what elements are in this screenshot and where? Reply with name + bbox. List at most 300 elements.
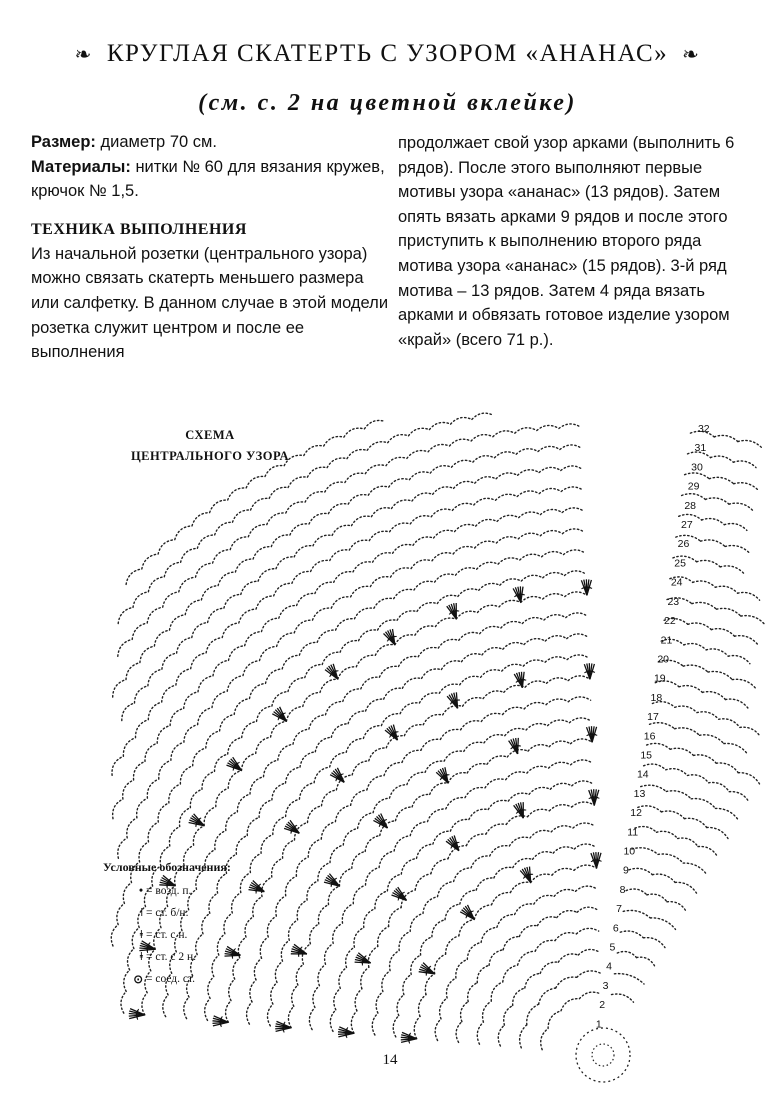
chain-arc [528, 809, 550, 816]
chain-arc [368, 946, 377, 967]
chain-arc [410, 822, 427, 836]
chain-arc [499, 600, 521, 606]
chain-arc [348, 495, 368, 504]
technique-heading: ТЕХНИКА ВЫПОЛНЕНИЯ [31, 220, 247, 238]
chain-arc [617, 952, 636, 958]
chain-arc [335, 805, 350, 821]
chain-arc [546, 699, 568, 705]
chain-arc [135, 686, 148, 703]
chain-arc [193, 748, 206, 766]
chain-arc [309, 1008, 314, 1030]
chain-arc [366, 868, 380, 886]
chain-arc [213, 550, 231, 564]
chain-arc [503, 643, 524, 650]
chain-arc [390, 951, 400, 971]
chain-arc [346, 738, 363, 752]
chain-arc [434, 954, 445, 974]
chain-arc [719, 719, 740, 728]
chain-arc [498, 558, 520, 564]
chain-arc [243, 661, 260, 676]
chain-arc [460, 890, 476, 904]
chain-arc [490, 846, 510, 856]
chain-arc [284, 455, 304, 465]
chain-arc [571, 739, 593, 744]
chain-arc [501, 622, 522, 628]
page-title: КРУГЛАЯ СКАТЕРТЬ С УЗОРОМ «АНАНАС» [106, 40, 669, 67]
chain-arc [620, 931, 643, 938]
chain-arc [525, 681, 546, 687]
chain-arc [218, 572, 235, 586]
chain-arc [364, 420, 385, 428]
chain-arc [679, 686, 702, 693]
row-number: 9 [622, 864, 629, 877]
row-number: 10 [623, 845, 636, 858]
chain-arc [725, 699, 748, 708]
chain-arc [352, 516, 372, 526]
chain-arc [612, 994, 634, 1002]
chain-arc [246, 476, 265, 487]
chain-arc [355, 608, 374, 619]
legend-item [103, 880, 303, 902]
chain-arc [318, 964, 326, 985]
chain-arc [365, 836, 380, 852]
chain-arc [707, 827, 728, 838]
size-value: диаметр 70 см. [95, 133, 217, 151]
chain-arc [343, 828, 357, 845]
chain-arc [236, 836, 247, 855]
chain-arc [286, 706, 302, 721]
chain-arc [208, 608, 224, 622]
chain-arc [342, 904, 353, 924]
chain-arc [534, 895, 554, 904]
chain-arc [215, 522, 233, 535]
chain-arc [388, 435, 409, 443]
chain-arc [538, 446, 560, 451]
chain-arc [488, 800, 508, 809]
chain-arc [525, 973, 540, 988]
chain-arc [566, 613, 588, 618]
chain-arc [474, 498, 496, 505]
chain-arc [229, 646, 245, 661]
chain-arc [266, 669, 283, 684]
chain-arc [443, 706, 463, 715]
chain-arc [479, 583, 500, 590]
chain-arc [547, 678, 569, 683]
chain-arc [423, 897, 438, 914]
chain-arc [303, 692, 320, 706]
chain-arc [647, 894, 667, 902]
chain-arc [452, 503, 473, 510]
chain-arc [425, 974, 434, 995]
chain-arc [541, 1029, 548, 1050]
chain-arc [702, 519, 725, 525]
chain-arc [567, 634, 589, 639]
chain-arc [527, 766, 549, 773]
chain-arc [331, 597, 350, 608]
chain-arc [678, 838, 698, 847]
chain-arc [702, 692, 725, 700]
chain-arc [234, 699, 249, 715]
row-number: 13 [633, 787, 646, 800]
chain-arc [286, 767, 301, 783]
chain-arc [550, 783, 572, 789]
chain-arc [428, 809, 446, 822]
chain-arc [148, 577, 164, 592]
chain-arc [691, 799, 715, 809]
chain-arc [481, 713, 502, 721]
chain-arc [334, 572, 353, 583]
chain-arc [373, 553, 393, 562]
chain-arc [171, 742, 184, 760]
double-crochet-icon: ǂ [139, 929, 143, 941]
chain-arc [348, 711, 366, 724]
chain-arc [709, 782, 730, 791]
chain-arc [472, 413, 494, 419]
chain-arc [574, 865, 597, 870]
materials-value: нитки № 60 для вязания кружев, крючок № 1,5. [31, 157, 385, 201]
chain-arc [392, 500, 413, 508]
chain-arc [139, 842, 148, 862]
chain-arc [169, 784, 181, 803]
chain-arc [180, 766, 192, 784]
chain-arc [159, 760, 171, 779]
chain-arc [288, 477, 307, 488]
right-column-text: продолжает свой узор арками (выполнить 6 рядов). После этого выполняют первые мотивы узора «ананас» (13 рядов). Затем опять вязать арками 9 рядов и после этого приступить к выполнению второго ряда мотива узора «ананас» (15 рядов). 3-й ряд мотива – 13 рядов. Затем 4 ряда вязать арками и обвязать готовое изделие узором «край» (всего 71 р.). [398, 134, 735, 349]
chain-arc [705, 498, 729, 504]
chain-arc [711, 629, 734, 637]
chain-arc [147, 779, 159, 798]
chain-arc [456, 611, 477, 619]
chain-arc [491, 982, 503, 1001]
chain-arc [205, 998, 210, 1020]
chain-arc [559, 424, 581, 429]
chain-arc [274, 583, 292, 596]
chain-arc [190, 789, 202, 807]
leaf-ornament-icon: ❧ [682, 43, 701, 66]
chain-arc [180, 808, 191, 827]
chain-arc [113, 799, 123, 819]
chain-arc [549, 805, 571, 811]
chain-arc [489, 950, 503, 966]
chain-arc [571, 760, 593, 765]
chain-arc [697, 560, 721, 566]
chain-arc [267, 1004, 272, 1026]
chain-arc [294, 620, 312, 633]
chain-arc [733, 461, 756, 468]
chain-arc [288, 1006, 293, 1027]
chain-arc [444, 751, 464, 761]
scheme-title-line1: СХЕМА [185, 428, 235, 442]
chain-arc [220, 714, 235, 731]
chain-arc [456, 959, 467, 978]
chain-arc [369, 531, 389, 540]
chain-arc [729, 792, 749, 802]
chain-arc [272, 692, 288, 707]
chain-arc [476, 878, 494, 890]
chain-arc [351, 586, 371, 597]
chain-arc [432, 553, 453, 561]
chain-arc [248, 525, 266, 537]
chain-arc [370, 577, 390, 587]
chain-arc [222, 623, 239, 638]
chain-arc [414, 1016, 420, 1038]
chain-arc [126, 663, 140, 680]
chain-arc [245, 632, 262, 646]
chain-arc [261, 835, 273, 854]
chain-arc [521, 575, 543, 581]
chain-arc [435, 574, 456, 582]
chain-arc [373, 798, 389, 813]
chain-arc [327, 458, 347, 468]
chain-arc [355, 989, 362, 1011]
chain-arc [257, 706, 272, 721]
chain-arc [473, 456, 495, 462]
chain-arc [235, 559, 253, 572]
chain-arc [738, 440, 761, 447]
chain-arc [440, 998, 447, 1019]
chain-arc [210, 500, 228, 513]
chain-arc [365, 465, 386, 474]
chain-arc [269, 487, 288, 498]
chain-arc [309, 513, 328, 524]
chain-arc [708, 671, 732, 679]
chain-arc [684, 818, 706, 827]
chain-arc [456, 568, 477, 575]
chain-arc [543, 594, 565, 599]
chain-arc [573, 823, 595, 828]
chain-arc [569, 718, 591, 723]
chain-arc [278, 744, 293, 760]
row-number: 3 [602, 979, 609, 992]
chain-arc [692, 602, 717, 609]
legend-text: = возд. п. [146, 885, 192, 897]
slip-stitch-icon: ⊙ [133, 974, 143, 986]
chain-arc [181, 548, 198, 562]
row-number: 28 [684, 499, 697, 512]
row-number: 2 [599, 999, 606, 1012]
chain-arc [435, 1019, 441, 1041]
chain-arc [517, 491, 539, 497]
chain-arc [576, 928, 598, 934]
chain-arc [484, 735, 505, 743]
chain-arc [729, 503, 752, 510]
chain-arc [560, 445, 582, 450]
chain-arc [391, 568, 412, 577]
chain-arc [454, 481, 475, 488]
chain-arc [568, 697, 590, 702]
chain-arc [227, 676, 243, 692]
chain-arc [407, 451, 428, 459]
chain-arc [565, 571, 587, 576]
chain-arc [126, 569, 142, 584]
chain-arc [614, 974, 644, 984]
chain-arc [215, 831, 226, 850]
row-number: 19 [653, 672, 666, 685]
chain-arc [375, 645, 395, 656]
row-number: 11 [627, 826, 639, 839]
chain-arc [698, 846, 718, 856]
row-number: 7 [616, 903, 623, 916]
row-number: 24 [670, 576, 683, 589]
chain-arc [521, 597, 543, 603]
chain-arc [693, 581, 716, 587]
chain-arc [118, 838, 127, 858]
chain-arc [374, 598, 394, 608]
chain-arc [519, 512, 541, 518]
chain-arc [409, 428, 430, 436]
chain-arc [393, 545, 413, 554]
chain-arc [553, 847, 574, 853]
chain-arc [402, 750, 421, 762]
chain-arc [666, 791, 691, 799]
chain-arc [308, 806, 322, 823]
row-number: 15 [640, 749, 653, 762]
chain-arc [740, 727, 761, 737]
chain-arc [503, 707, 525, 714]
chain-arc [675, 728, 700, 735]
chain-arc [226, 1001, 231, 1023]
chain-arc [725, 546, 749, 553]
chain-arc [509, 837, 530, 846]
chain-arc [552, 868, 574, 875]
chain-arc [481, 670, 502, 678]
chain-arc [421, 739, 441, 750]
chain-arc [685, 473, 710, 479]
chain-arc [320, 679, 338, 692]
chain-arc [493, 431, 515, 437]
chain-arc [305, 492, 325, 502]
chain-arc [206, 638, 222, 653]
chain-arc [478, 605, 500, 612]
chain-arc [282, 655, 299, 669]
chain-arc [667, 902, 686, 912]
chain-arc [393, 1016, 399, 1037]
materials-label: Материалы: [31, 157, 131, 176]
chain-arc [508, 793, 529, 801]
chain-arc [379, 851, 394, 868]
chain-arc [264, 760, 278, 777]
chain-arc [330, 845, 343, 863]
chain-arc [325, 943, 334, 964]
chain-arc [428, 445, 449, 452]
chain-arc [474, 905, 491, 920]
chain-arc [403, 974, 411, 994]
chain-arc [154, 630, 169, 646]
chain-arc [675, 882, 696, 893]
chain-arc [446, 798, 465, 809]
chain-arc [469, 809, 488, 819]
chain-arc [344, 428, 365, 437]
chain-arc [715, 808, 738, 820]
chain-arc [367, 776, 384, 790]
chain-arc [343, 689, 361, 702]
chain-arc [637, 957, 655, 966]
chain-arc [545, 636, 567, 641]
row-number: 25 [674, 557, 686, 570]
legend-text: = ст. с 2 н. [146, 951, 197, 963]
chain-arc [198, 676, 213, 692]
chain-arc [486, 824, 506, 834]
chain-arc [529, 787, 550, 794]
chain-arc [650, 918, 675, 930]
chain-arc [384, 688, 403, 699]
legend-item [103, 946, 303, 968]
chain-arc [279, 605, 297, 618]
chain-arc [623, 910, 650, 917]
chain-arc [728, 656, 750, 664]
chain-arc [467, 764, 487, 773]
chain-arc [735, 636, 758, 644]
chain-arc [386, 457, 407, 465]
chain-arc [706, 649, 728, 656]
chain-arc [118, 607, 133, 623]
chain-arc [258, 569, 276, 582]
chain-arc [535, 940, 555, 951]
chain-arc [626, 889, 647, 895]
chain-arc [147, 607, 163, 623]
chain-arc [540, 510, 562, 515]
chain-arc [711, 456, 734, 462]
chain-arc [262, 618, 279, 631]
chain-arc [561, 487, 583, 492]
chain-arc [496, 537, 518, 543]
chain-arc [431, 859, 448, 874]
chain-arc [277, 633, 295, 647]
chain-arc [175, 526, 192, 540]
chain-arc [687, 775, 708, 783]
chain-arc [418, 647, 438, 656]
chain-arc [250, 683, 266, 698]
chain-arc [359, 630, 378, 641]
chain-arc [158, 540, 175, 554]
chain-arc [113, 680, 126, 698]
leaf-ornament-icon: ❧ [74, 43, 93, 66]
chain-arc [213, 660, 229, 675]
chain-arc [349, 540, 369, 550]
chain-arc [495, 452, 517, 458]
chain-arc [652, 874, 675, 882]
chain-arc [540, 962, 558, 973]
chain-arc [697, 712, 719, 720]
chain-arc [549, 741, 570, 747]
chain-arc [524, 703, 546, 709]
chain-arc [475, 541, 497, 548]
row-number: 32 [697, 423, 710, 435]
chain-arc [353, 562, 373, 572]
chain-arc [176, 669, 191, 685]
chain-arc [420, 937, 431, 955]
chain-arc [522, 618, 544, 624]
row-number: 21 [660, 634, 673, 647]
chain-arc [399, 931, 410, 950]
chain-arc [396, 807, 413, 821]
chain-arc [515, 904, 534, 915]
chain-arc [454, 868, 471, 882]
size-label: Размер: [31, 133, 96, 151]
chain-arc [407, 772, 425, 784]
chain-arc [265, 466, 284, 477]
legend [103, 860, 303, 990]
chain-arc [283, 840, 295, 858]
chain-arc [530, 830, 551, 838]
chain-arc [401, 858, 416, 874]
row-number: 14 [636, 768, 649, 781]
chain-arc [333, 923, 343, 943]
legend-item [103, 924, 303, 946]
chain-arc [145, 743, 157, 761]
chain-arc [256, 737, 271, 753]
chain-arc [515, 428, 537, 433]
